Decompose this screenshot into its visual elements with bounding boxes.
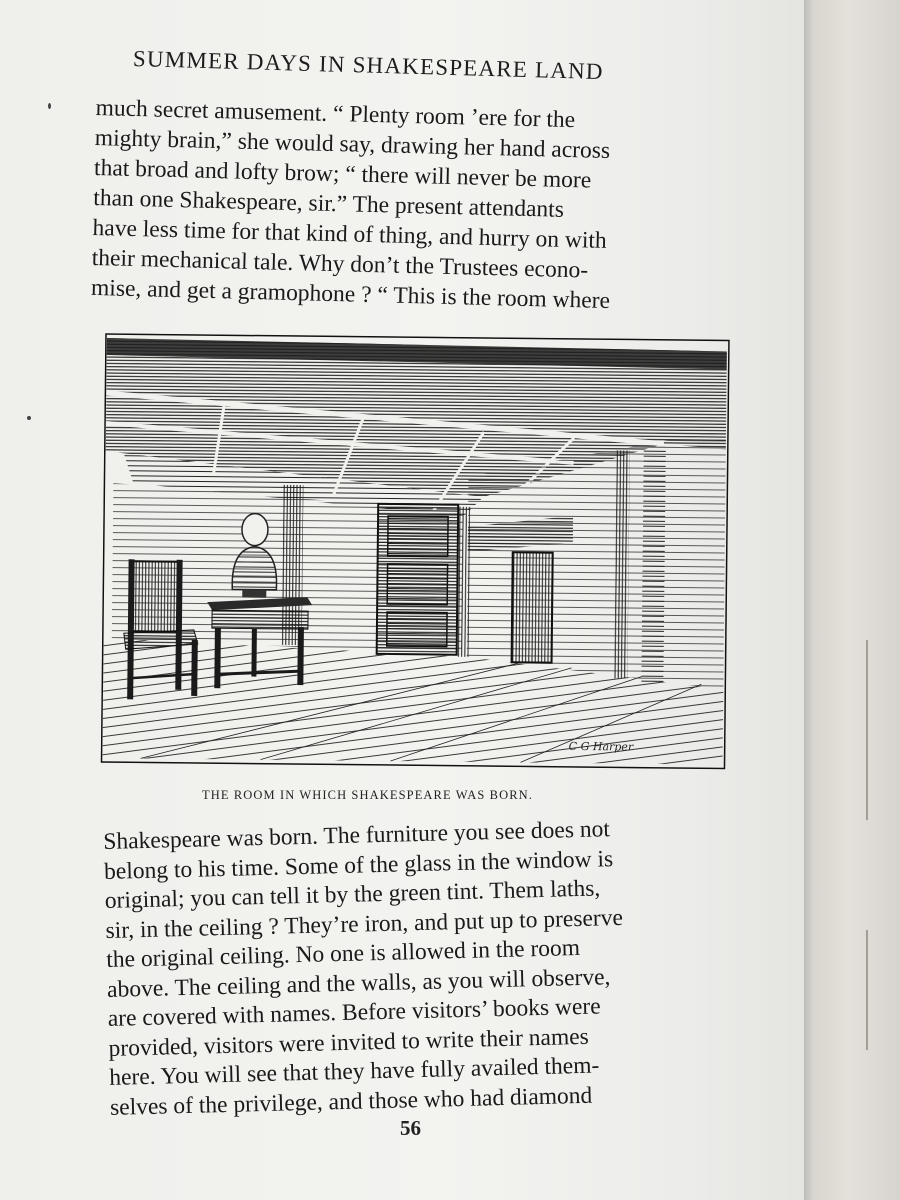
bottom-paragraph	[103, 815, 628, 1123]
text-line: much secret amusement. “ Plenty room ’ere for the	[95, 94, 576, 134]
adjacent-page	[814, 0, 900, 1200]
text-line: original; you can tell it by the green tint. Them laths,	[104, 875, 601, 914]
illustration-caption: THE ROOM IN WHICH SHAKESPEARE WAS BORN.	[202, 788, 533, 802]
text-line: the original ceiling. No one is allowed in the room	[106, 934, 581, 973]
running-head: SUMMER DAYS IN SHAKESPEARE LAND	[132, 46, 605, 85]
page-gutter-edge	[804, 0, 814, 1200]
room-illustration	[100, 333, 729, 770]
text-line: belong to his time. Some of the glass in the window is	[103, 845, 614, 885]
text-line: mise, and get a gramophone ? “ This is the room where	[90, 274, 611, 315]
text-line: mighty brain,” she would say, drawing her hand across	[94, 124, 611, 165]
text-line: their mechanical tale. Why don’t the Trustees econo-	[91, 244, 589, 284]
text-line: have less time for that kind of thing, and hurry on with	[92, 214, 608, 254]
paper-speck	[48, 103, 51, 109]
text-line: Shakespeare was born. The furniture you see does not	[103, 816, 611, 855]
text-line: are covered with names. Before visitors’ books were	[107, 993, 601, 1032]
text-line: here. You will see that they have fully availed them-	[108, 1052, 600, 1091]
text-line: above. The ceiling and the walls, as you will observe,	[106, 963, 611, 1003]
text-line: sir, in the ceiling ? They’re iron, and put up to preserve	[105, 904, 624, 944]
text-line: provided, visitors were invited to write their names	[108, 1023, 590, 1062]
text-line: than one Shakespeare, sir.” The present attendants	[93, 184, 565, 223]
top-paragraph	[91, 93, 615, 316]
artist-signature: C G Harper	[568, 739, 634, 754]
text-line: that broad and lofty brow; “ there will never be more	[93, 154, 592, 194]
margin-mark	[866, 930, 868, 1050]
door	[377, 504, 459, 655]
margin-mark	[866, 640, 868, 820]
text-line: selves of the privilege, and those who had diamond	[109, 1082, 593, 1121]
page-number: 56	[400, 1116, 421, 1140]
paper-speck	[27, 416, 31, 420]
